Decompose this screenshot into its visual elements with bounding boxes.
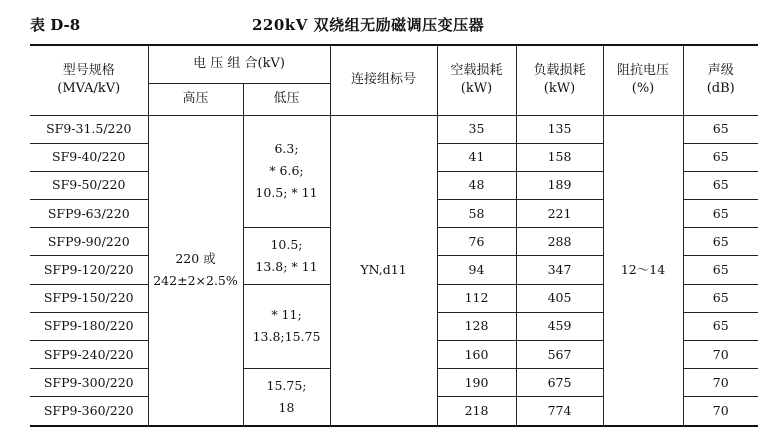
table-number: 表 D-8 xyxy=(30,16,81,34)
cell-noload: 94 xyxy=(437,256,516,284)
low-voltage-value: * 11; xyxy=(271,307,302,323)
cell-model: SF9-50/220 xyxy=(30,171,148,199)
cell-sound: 65 xyxy=(683,312,758,340)
cell-noload: 48 xyxy=(437,171,516,199)
cell-noload: 190 xyxy=(437,369,516,397)
header-impedance xyxy=(603,45,683,115)
header-voltage-group: 电 压 组 合(kV) xyxy=(148,45,330,83)
low-voltage-value: 13.8; * 11 xyxy=(255,258,318,274)
header-high-voltage: 高压 xyxy=(148,83,243,115)
cell-noload: 41 xyxy=(437,143,516,171)
cell-connection: YN,d11 xyxy=(330,115,437,426)
cell-model: SFP9-180/220 xyxy=(30,312,148,340)
table-caption xyxy=(30,14,770,36)
cell-model: SF9-31.5/220 xyxy=(30,115,148,143)
low-voltage-value: * 6.6; xyxy=(269,163,304,179)
header-impedance-unit: (%) xyxy=(631,81,655,97)
header-model xyxy=(30,45,148,115)
low-voltage-value: 18 xyxy=(278,399,295,415)
cell-sound: 70 xyxy=(683,341,758,369)
low-voltage-value: 15.75; xyxy=(266,377,307,393)
cell-low-voltage-group3 xyxy=(243,284,330,369)
cell-model: SFP9-300/220 xyxy=(30,369,148,397)
cell-load: 405 xyxy=(516,284,603,312)
header-sound-level xyxy=(683,45,758,115)
cell-load: 567 xyxy=(516,341,603,369)
cell-sound: 65 xyxy=(683,228,758,256)
cell-impedance: 12～14 xyxy=(603,115,683,426)
cell-noload: 76 xyxy=(437,228,516,256)
cell-load: 774 xyxy=(516,397,603,426)
cell-noload: 128 xyxy=(437,312,516,340)
header-impedance-label: 阻抗电压 xyxy=(616,63,669,79)
cell-load: 459 xyxy=(516,312,603,340)
header-low-voltage: 低压 xyxy=(243,83,330,115)
cell-model: SFP9-63/220 xyxy=(30,200,148,228)
low-voltage-value: 6.3; xyxy=(274,141,299,157)
cell-model: SFP9-360/220 xyxy=(30,397,148,426)
cell-load: 675 xyxy=(516,369,603,397)
cell-sound: 65 xyxy=(683,200,758,228)
cell-noload: 35 xyxy=(437,115,516,143)
table-row xyxy=(30,115,758,143)
high-voltage-line1: 220 或 xyxy=(175,251,216,267)
header-load-label: 负载损耗 xyxy=(533,63,586,79)
cell-low-voltage-group2 xyxy=(243,228,330,284)
cell-model: SF9-40/220 xyxy=(30,143,148,171)
header-noload-loss xyxy=(437,45,516,115)
cell-sound: 65 xyxy=(683,115,758,143)
cell-noload: 160 xyxy=(437,341,516,369)
cell-sound: 65 xyxy=(683,256,758,284)
cell-model: SFP9-120/220 xyxy=(30,256,148,284)
header-load-loss xyxy=(516,45,603,115)
cell-high-voltage xyxy=(148,115,243,426)
low-voltage-value: 10.5; xyxy=(270,236,303,252)
cell-load: 158 xyxy=(516,143,603,171)
header-model-unit: (MVA/kV) xyxy=(57,81,121,97)
cell-load: 189 xyxy=(516,171,603,199)
cell-load: 135 xyxy=(516,115,603,143)
cell-noload: 58 xyxy=(437,200,516,228)
table-title: 220kV 双绕组无励磁调压变压器 xyxy=(252,16,485,34)
cell-low-voltage-group1 xyxy=(243,115,330,228)
cell-noload: 218 xyxy=(437,397,516,426)
header-load-unit: (kW) xyxy=(543,81,576,97)
cell-noload: 112 xyxy=(437,284,516,312)
header-noload-unit: (kW) xyxy=(460,81,493,97)
high-voltage-line2: 242±2×2.5% xyxy=(153,273,238,289)
cell-sound: 65 xyxy=(683,143,758,171)
cell-model: SFP9-150/220 xyxy=(30,284,148,312)
low-voltage-value: 13.8;15.75 xyxy=(252,329,321,345)
cell-sound: 70 xyxy=(683,369,758,397)
header-noload-label: 空载损耗 xyxy=(450,63,503,79)
cell-low-voltage-group4 xyxy=(243,369,330,426)
cell-model: SFP9-240/220 xyxy=(30,341,148,369)
low-voltage-value: 10.5; * 11 xyxy=(255,185,318,201)
cell-model: SFP9-90/220 xyxy=(30,228,148,256)
cell-sound: 65 xyxy=(683,284,758,312)
header-connection: 连接组标号 xyxy=(330,45,437,115)
header-sound-label: 声级 xyxy=(707,63,734,79)
cell-load: 347 xyxy=(516,256,603,284)
cell-load: 288 xyxy=(516,228,603,256)
transformer-spec-table xyxy=(30,44,758,427)
cell-sound: 65 xyxy=(683,171,758,199)
cell-sound: 70 xyxy=(683,397,758,426)
header-model-label: 型号规格 xyxy=(62,63,115,79)
header-sound-unit: (dB) xyxy=(706,81,735,97)
cell-load: 221 xyxy=(516,200,603,228)
